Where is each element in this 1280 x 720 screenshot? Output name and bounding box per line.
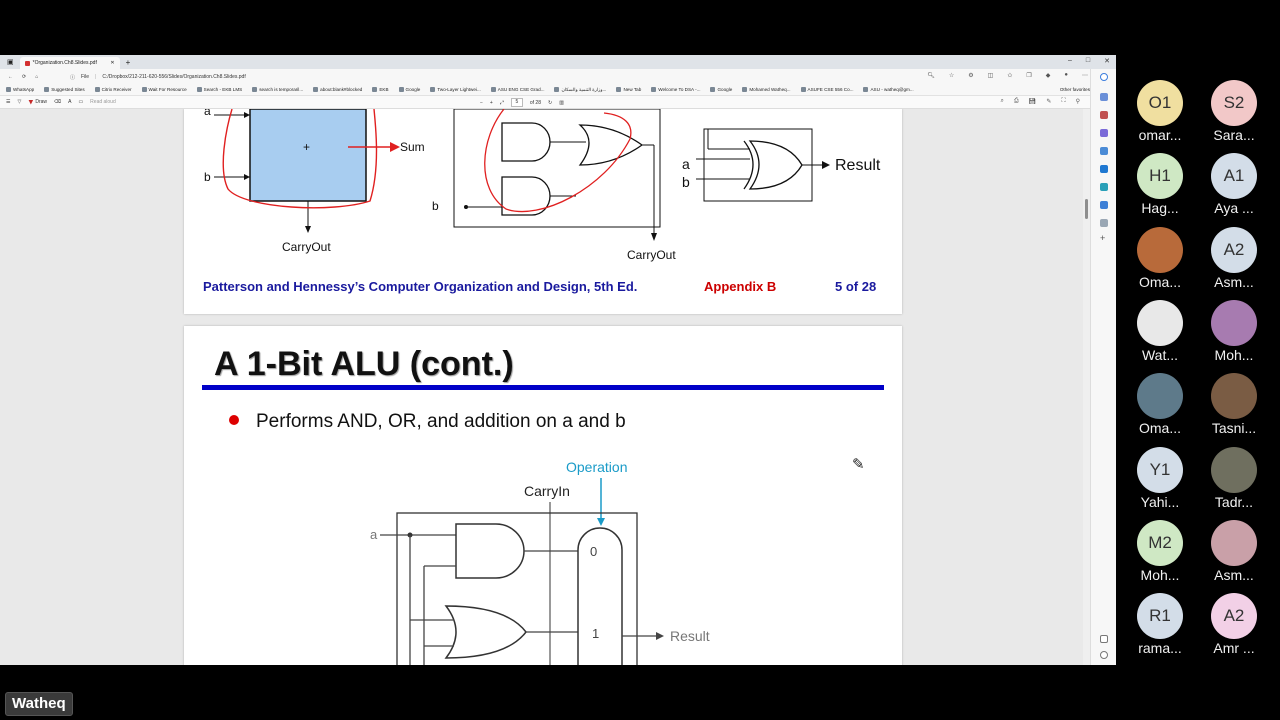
- participant-name: Wat...: [1141, 346, 1179, 363]
- url-separator: |: [95, 74, 97, 80]
- or-gate-main: [446, 606, 526, 658]
- participant-avatar: Y1: [1137, 447, 1183, 493]
- draw-pen-icon: [28, 100, 33, 105]
- favorite-site-icon: [710, 87, 715, 92]
- pencil-icon[interactable]: ✎: [852, 456, 865, 473]
- participant-avatar: R1: [1137, 593, 1183, 639]
- participant-name: Sara...: [1213, 127, 1255, 143]
- arrow-a: [244, 112, 250, 118]
- label-result-out: Result: [670, 628, 710, 644]
- minimize-icon[interactable]: –: [1067, 57, 1072, 64]
- new-tab-icon[interactable]: +: [125, 57, 131, 67]
- participants-panel: [1116, 0, 1280, 720]
- footer-page: 5 of 28: [835, 279, 877, 294]
- url-text: C:/Dropbox/212-211-620-556/Slides/Organization.Ch8.Slides.pdf: [102, 74, 246, 80]
- participant-avatar: [1211, 447, 1257, 493]
- favorites-icon[interactable]: ✩: [1007, 73, 1013, 79]
- info-icon: ⓘ: [70, 74, 76, 81]
- favorite-item[interactable]: [95, 87, 132, 92]
- page-number-input[interactable]: 5: [511, 98, 523, 107]
- alu-frame: [397, 513, 637, 665]
- favorite-site-icon: [742, 87, 747, 92]
- participant-avatar: [1137, 373, 1183, 419]
- pin-icon[interactable]: ⚲: [1075, 99, 1080, 105]
- participant-name: rama...: [1138, 640, 1182, 657]
- participant-avatar: S2: [1211, 80, 1257, 126]
- label-sum: Sum: [400, 140, 425, 154]
- participant-avatar: [1137, 300, 1183, 346]
- favorite-site-icon: [372, 87, 377, 92]
- favorite-item[interactable]: [6, 87, 34, 92]
- participant-tile[interactable]: [1197, 227, 1271, 297]
- favorite-label: search is temporaril...: [259, 87, 304, 92]
- vertical-scrollbar[interactable]: [1083, 109, 1090, 665]
- favorite-site-icon: [430, 87, 435, 92]
- highlight-icon[interactable]: ▽: [17, 99, 22, 105]
- participant-name: Tasni...: [1211, 420, 1257, 437]
- browser-window: [0, 55, 1116, 665]
- label-result: Result: [835, 157, 881, 174]
- zoom-in-button[interactable]: +: [489, 99, 493, 106]
- address-bar: [0, 69, 1116, 84]
- and-gate: [456, 524, 524, 578]
- outlook-icon[interactable]: [1100, 165, 1108, 173]
- participant-name: Yahi...: [1140, 493, 1180, 510]
- favorite-label: Wait For Resource: [148, 87, 187, 92]
- participant-tile[interactable]: [1123, 373, 1197, 443]
- favorite-site-icon: [44, 87, 49, 92]
- favorite-item[interactable]: [197, 87, 243, 92]
- participant-tile[interactable]: [1123, 153, 1197, 223]
- scrollbar-thumb[interactable]: [1085, 199, 1088, 219]
- url-field[interactable]: [70, 72, 830, 82]
- collections-icon[interactable]: ❐: [1026, 73, 1032, 79]
- bullet-text: Performs AND, OR, and addition on a and b: [256, 411, 626, 432]
- label-b-mid: b: [432, 199, 439, 213]
- participant-name: Oma...: [1138, 420, 1181, 437]
- participant-tile[interactable]: [1197, 153, 1271, 223]
- sidebar-layout-icon[interactable]: [1100, 635, 1108, 643]
- or-gate: [580, 125, 642, 165]
- favorite-site-icon: [313, 87, 318, 92]
- participant-tile[interactable]: [1123, 80, 1197, 150]
- favorite-item[interactable]: [399, 87, 421, 92]
- participant-tile[interactable]: [1123, 593, 1197, 663]
- tab-bar: [0, 55, 1116, 69]
- favorite-star-icon[interactable]: ☆: [948, 73, 955, 79]
- favorite-label: Citrix Receiver: [101, 87, 132, 92]
- favorite-site-icon: [801, 87, 806, 92]
- pdf-right-tools: [1001, 98, 1080, 105]
- favorite-label: Suggested Sites: [51, 87, 85, 92]
- favorite-label: about:blank#blocked: [320, 87, 363, 92]
- favorite-label: EKB: [379, 87, 389, 92]
- save-icon[interactable]: 💾︎: [1028, 99, 1037, 105]
- close-tab-icon[interactable]: ✕: [110, 60, 115, 66]
- and-gate-1: [502, 123, 550, 161]
- participant-avatar: O1: [1137, 80, 1183, 126]
- favorite-label: ASUFE CSE 556 Co...: [807, 87, 854, 92]
- participant-tile[interactable]: [1123, 447, 1197, 517]
- pdf-icon: [25, 61, 30, 66]
- page-total: of 28: [529, 99, 541, 106]
- label-a-input: a: [370, 527, 378, 542]
- favorite-item[interactable]: [863, 87, 913, 92]
- favorite-item[interactable]: [742, 87, 790, 92]
- arrow-carryout: [305, 226, 311, 233]
- drop-icon[interactable]: [1100, 183, 1108, 191]
- label-plus: +: [303, 140, 311, 154]
- participant-tile[interactable]: [1123, 300, 1197, 370]
- participant-tile[interactable]: [1123, 520, 1197, 590]
- participant-name: Tadr...: [1214, 493, 1254, 510]
- participant-name: Asm...: [1214, 273, 1254, 290]
- favorite-site-icon: [197, 87, 202, 92]
- favorite-label: Google: [717, 87, 733, 92]
- favorite-item[interactable]: [252, 87, 303, 92]
- participant-avatar: M2: [1137, 520, 1183, 566]
- pdf-viewer[interactable]: [0, 109, 1090, 665]
- participant-avatar: [1211, 520, 1257, 566]
- favorite-item[interactable]: [44, 87, 84, 92]
- favorite-item[interactable]: [491, 87, 545, 92]
- zoom-out-button[interactable]: −: [480, 99, 483, 106]
- zoom-icon[interactable]: 🔍︎: [927, 73, 935, 79]
- save-as-icon[interactable]: ✎: [1046, 99, 1052, 105]
- favorite-item[interactable]: [430, 87, 480, 92]
- alu-diagram: [184, 326, 902, 665]
- favorite-item[interactable]: [710, 87, 732, 92]
- participant-avatar: [1211, 300, 1257, 346]
- other-favorites[interactable]: Other favorites: [1059, 87, 1090, 92]
- participant-avatar: H1: [1137, 153, 1183, 199]
- favorite-item[interactable]: [554, 87, 606, 93]
- participant-name: Moh...: [1214, 346, 1254, 363]
- favorite-item[interactable]: [616, 87, 641, 92]
- favorite-label: Google: [405, 87, 421, 92]
- participant-name: Aya ...: [1214, 200, 1254, 217]
- favorite-site-icon: [863, 87, 868, 92]
- xor-frame: [704, 129, 812, 201]
- participant-name: Asm...: [1214, 566, 1254, 583]
- mux-input-0: 0: [590, 544, 598, 559]
- arrow-result: [822, 161, 830, 169]
- browser-actions: [927, 72, 1088, 79]
- favorite-item[interactable]: [142, 87, 187, 92]
- copilot-icon[interactable]: ◆: [1045, 73, 1051, 79]
- favorite-label: Mohamed Watheq...: [749, 87, 791, 92]
- rotate-icon[interactable]: ↻: [547, 99, 553, 106]
- participant-tile[interactable]: [1123, 227, 1197, 297]
- eraser-icon[interactable]: ⌫: [54, 99, 62, 105]
- participant-tile[interactable]: [1197, 300, 1271, 370]
- participant-name: Hag...: [1141, 200, 1179, 217]
- favorite-label: New Tab: [623, 87, 642, 92]
- label-carryout-2: CarryOut: [627, 248, 676, 262]
- edge-sidebar: [1090, 69, 1116, 665]
- search-icon[interactable]: ⌕: [1000, 98, 1004, 104]
- people-icon[interactable]: [1100, 129, 1108, 137]
- arrow-result-out: [656, 632, 664, 640]
- dot-mid-b: [464, 205, 468, 209]
- read-aloud-label[interactable]: Read aloud: [90, 99, 116, 105]
- favorite-item[interactable]: [313, 87, 362, 92]
- participant-tile[interactable]: [1197, 80, 1271, 150]
- participant-tile[interactable]: [1197, 593, 1271, 663]
- copilot-sidebar-icon[interactable]: [1100, 73, 1108, 81]
- participant-tile[interactable]: [1197, 373, 1271, 443]
- favorite-site-icon: [491, 87, 496, 92]
- pdf-toolbar: [0, 96, 1090, 109]
- favorite-item[interactable]: [651, 87, 700, 92]
- text-icon[interactable]: A: [68, 99, 72, 105]
- adder-box: [250, 109, 366, 201]
- window-menu-icon[interactable]: ▣: [7, 59, 14, 66]
- favorite-label: Two-Layer Lightwei...: [437, 87, 481, 92]
- tab-pdf[interactable]: [20, 57, 120, 69]
- fit-page-icon[interactable]: ⤢: [499, 99, 504, 106]
- xor-gate: [750, 141, 802, 189]
- sidebar-settings-icon[interactable]: [1100, 651, 1108, 659]
- presenter-label: Watheq: [5, 692, 73, 716]
- participant-name: Oma...: [1138, 273, 1181, 290]
- favorite-site-icon: [651, 87, 656, 92]
- games-icon[interactable]: [1100, 147, 1108, 155]
- mux-input-1: 1: [592, 626, 600, 641]
- draw-button[interactable]: [28, 99, 47, 105]
- favorite-item[interactable]: [372, 87, 388, 92]
- favorite-label: WhatsApp: [13, 87, 35, 92]
- tag-icon[interactable]: [1100, 93, 1108, 101]
- profile-icon[interactable]: ●: [1064, 72, 1068, 78]
- home-icon[interactable]: ⌂: [35, 73, 39, 80]
- split-icon[interactable]: ◫: [987, 73, 994, 79]
- participant-name: omar...: [1138, 127, 1182, 143]
- annotation-arrowhead: [390, 142, 400, 152]
- participant-avatar: A2: [1211, 227, 1257, 273]
- participant-tile[interactable]: [1197, 520, 1271, 590]
- label-ra: a: [682, 156, 690, 172]
- maximize-icon[interactable]: □: [1085, 57, 1091, 64]
- contents-icon[interactable]: ☰: [6, 99, 11, 105]
- label-b: b: [204, 170, 211, 184]
- back-icon[interactable]: ←: [8, 73, 13, 80]
- participant-avatar: A2: [1211, 593, 1257, 639]
- view-icon[interactable]: ▭: [78, 99, 84, 105]
- tab-title: *Organization.Ch8.Slides.pdf: [32, 60, 97, 66]
- favorite-item[interactable]: [801, 87, 854, 92]
- shopping-icon[interactable]: [1100, 111, 1108, 119]
- favorite-site-icon: [6, 87, 11, 92]
- favorite-site-icon: [616, 87, 621, 92]
- label-carryin: CarryIn: [524, 483, 570, 499]
- page-controls: [480, 98, 564, 107]
- label-operation: Operation: [566, 459, 628, 475]
- label-a: a: [204, 109, 211, 118]
- print-icon[interactable]: ⎙: [1013, 98, 1019, 104]
- favorite-site-icon: [399, 87, 404, 92]
- favorite-label: وزارة التنمية والسكان...: [561, 86, 607, 92]
- add-sidebar-icon[interactable]: +: [1100, 233, 1106, 243]
- participant-name: Moh...: [1140, 566, 1180, 583]
- favorites-bar: [0, 84, 1090, 96]
- fullscreen-icon[interactable]: ⛶: [1061, 98, 1066, 104]
- close-window-icon[interactable]: ✕: [1104, 58, 1110, 65]
- slide-page-current: [184, 326, 902, 665]
- favorite-site-icon: [95, 87, 100, 92]
- arrow-operation: [597, 518, 605, 526]
- participant-tile[interactable]: [1197, 447, 1271, 517]
- slide-title: A 1-Bit ALU (cont.): [214, 345, 514, 383]
- footer-book: Patterson and Hennessy’s Computer Organization and Design, 5th Ed.: [203, 279, 638, 294]
- xor-gate-back: [744, 141, 753, 189]
- favorite-label: Welcome To DSA -...: [658, 87, 701, 92]
- label-rb: b: [682, 174, 690, 190]
- arrow-b: [244, 174, 250, 180]
- arrow-mid-carry: [651, 233, 657, 241]
- label-carryout: CarryOut: [282, 240, 331, 254]
- tools-icon[interactable]: [1100, 219, 1108, 227]
- favorite-label: ASU ENG CSE Grad...: [497, 87, 545, 92]
- url-scheme: File: [81, 74, 90, 80]
- refresh-icon[interactable]: ⟳: [22, 73, 27, 80]
- more-icon[interactable]: ⋯: [1082, 73, 1088, 79]
- footer-appendix: Appendix B: [704, 279, 777, 294]
- favorite-label: ASU - watheq@gm...: [870, 87, 914, 92]
- extension-icon[interactable]: ⚙: [968, 73, 974, 79]
- favorite-site-icon: [252, 87, 257, 92]
- favorite-site-icon: [554, 87, 559, 92]
- draw-label: Draw: [35, 99, 48, 105]
- favorite-label: Search - EKB LMS: [203, 87, 243, 92]
- participant-avatar: [1211, 373, 1257, 419]
- send-icon[interactable]: [1100, 201, 1108, 209]
- mux: [578, 528, 622, 665]
- layout-icon[interactable]: ▥: [559, 99, 564, 106]
- window-controls: [1068, 57, 1110, 65]
- participant-name: Amr ...: [1213, 640, 1255, 657]
- slide-page-previous: [184, 109, 902, 314]
- participant-avatar: [1137, 227, 1183, 273]
- participant-avatar: A1: [1211, 153, 1257, 199]
- favorite-site-icon: [142, 87, 147, 92]
